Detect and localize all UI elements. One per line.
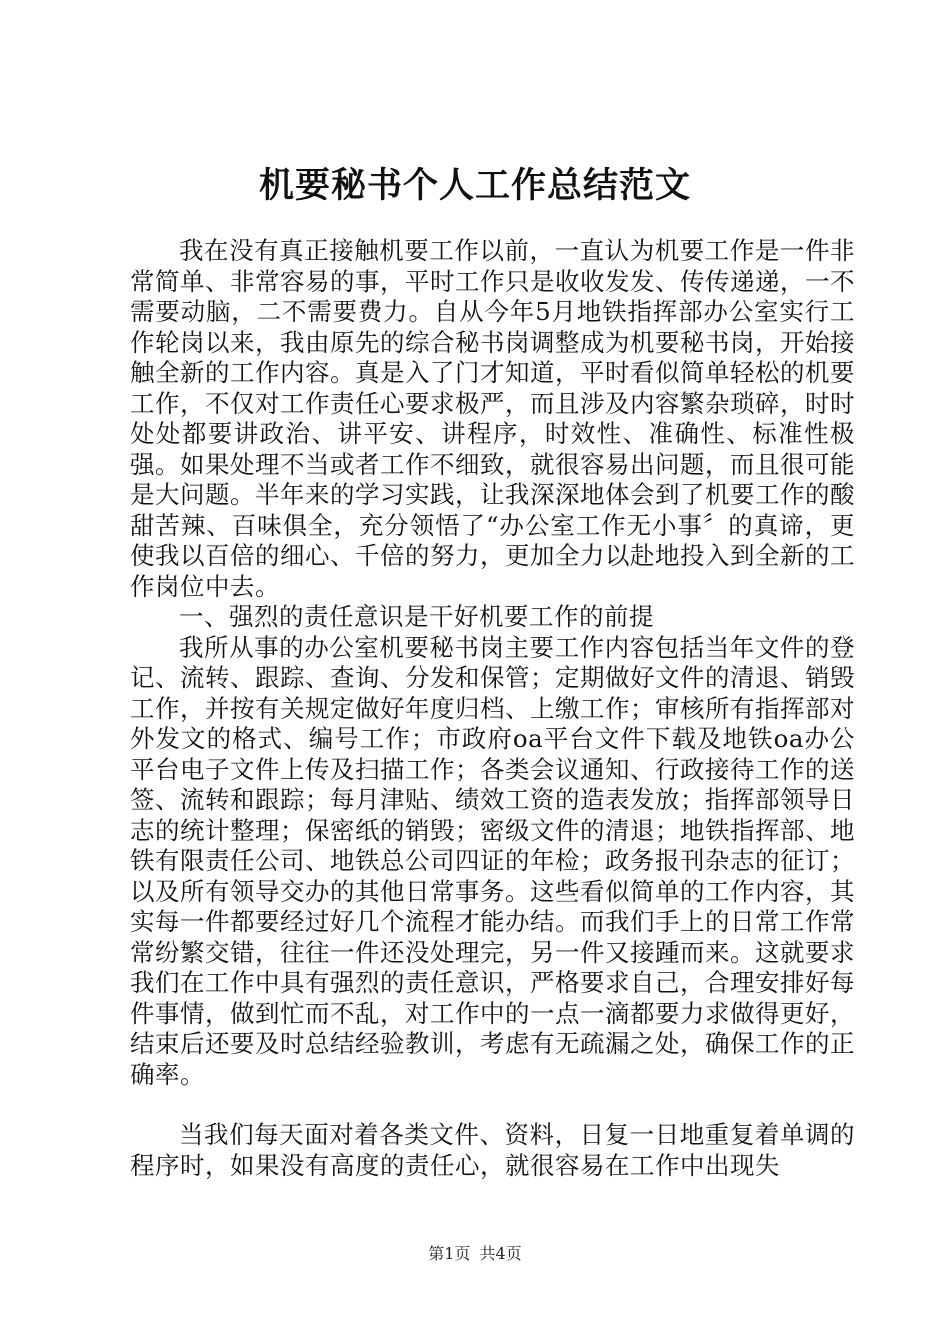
- paragraph-responsibility: 当我们每天面对着各类文件、资料，日复一日地重复着单调的程序时，如果没有高度的责任心，就很容易在工作中出现失: [130, 1120, 855, 1180]
- paragraph-duties: 我所从事的办公室机要秘书岗主要工作内容包括当年文件的登记、流转、跟踪、查询、分发和保管；定期做好文件的清退、销毁工作，并按有关规定做好年度归档、上缴工作；审核所有指挥部对外发文的格式、编号工作；市政府oa平台文件下载及地铁oa办公平台电子文件上传及扫描工作；各类会议通知、行政接待工作的送签、流转和跟踪；每月津贴、绩效工资的造表发放；指挥部领导日志的统计整理；保密纸的销毁；密级文件的清退；地铁指挥部、地铁有限责任公司、地铁总公司四证的年检；政务报刊杂志的征订；以及所有领导交办的其他日常事务。这些看似简单的工作内容，其实每一件都要经过好几个流程才能办结。而我们手上的日常工作常常纷繁交错，往往一件还没处理完，另一件又接踵而来。这就要求我们在工作中具有强烈的责任意识，严格要求自己，合理安排好每件事情，做到忙而不乱，对工作中的一点一滴都要力求做得更好，结束后还要及时总结经验教训，考虑有无疏漏之处，确保工作的正确率。: [130, 632, 855, 1089]
- page-total: 共4页: [479, 1244, 522, 1263]
- paragraph-intro: 我在没有真正接触机要工作以前，一直认为机要工作是一件非常简单、非常容易的事，平时工作只是收收发发、传传递递，一不需要动脑，二不需要费力。自从今年5月地铁指挥部办公室实行工作轮岗以来，我由原先的综合秘书岗调整成为机要秘书岗，开始接触全新的工作内容。真是入了门才知道，平时看似简单轻松的机要工作，不仅对工作责任心要求极严，而且涉及内容繁杂琐碎，时时处处都要讲政治、讲平安、讲程序，时效性、准确性、标准性极强。如果处理不当或者工作不细致，就很容易出问题，而且很可能是大问题。半年来的学习实践，让我深深地体会到了机要工作的酸甜苦辣、百味俱全，充分领悟了“办公室工作无小事〞的真谛，更使我以百倍的细心、千倍的努力，更加全力以赴地投入到全新的工作岗位中去。: [130, 236, 855, 601]
- page-number: 第1页: [428, 1244, 471, 1263]
- section-heading-1: 一、强烈的责任意识是干好机要工作的前提: [179, 602, 654, 631]
- document-body-continued: [130, 1120, 855, 1181]
- document-title: 机要秘书个人工作总结范文: [258, 165, 691, 206]
- page-footer: [0, 1244, 950, 1264]
- document-body: [130, 236, 855, 1090]
